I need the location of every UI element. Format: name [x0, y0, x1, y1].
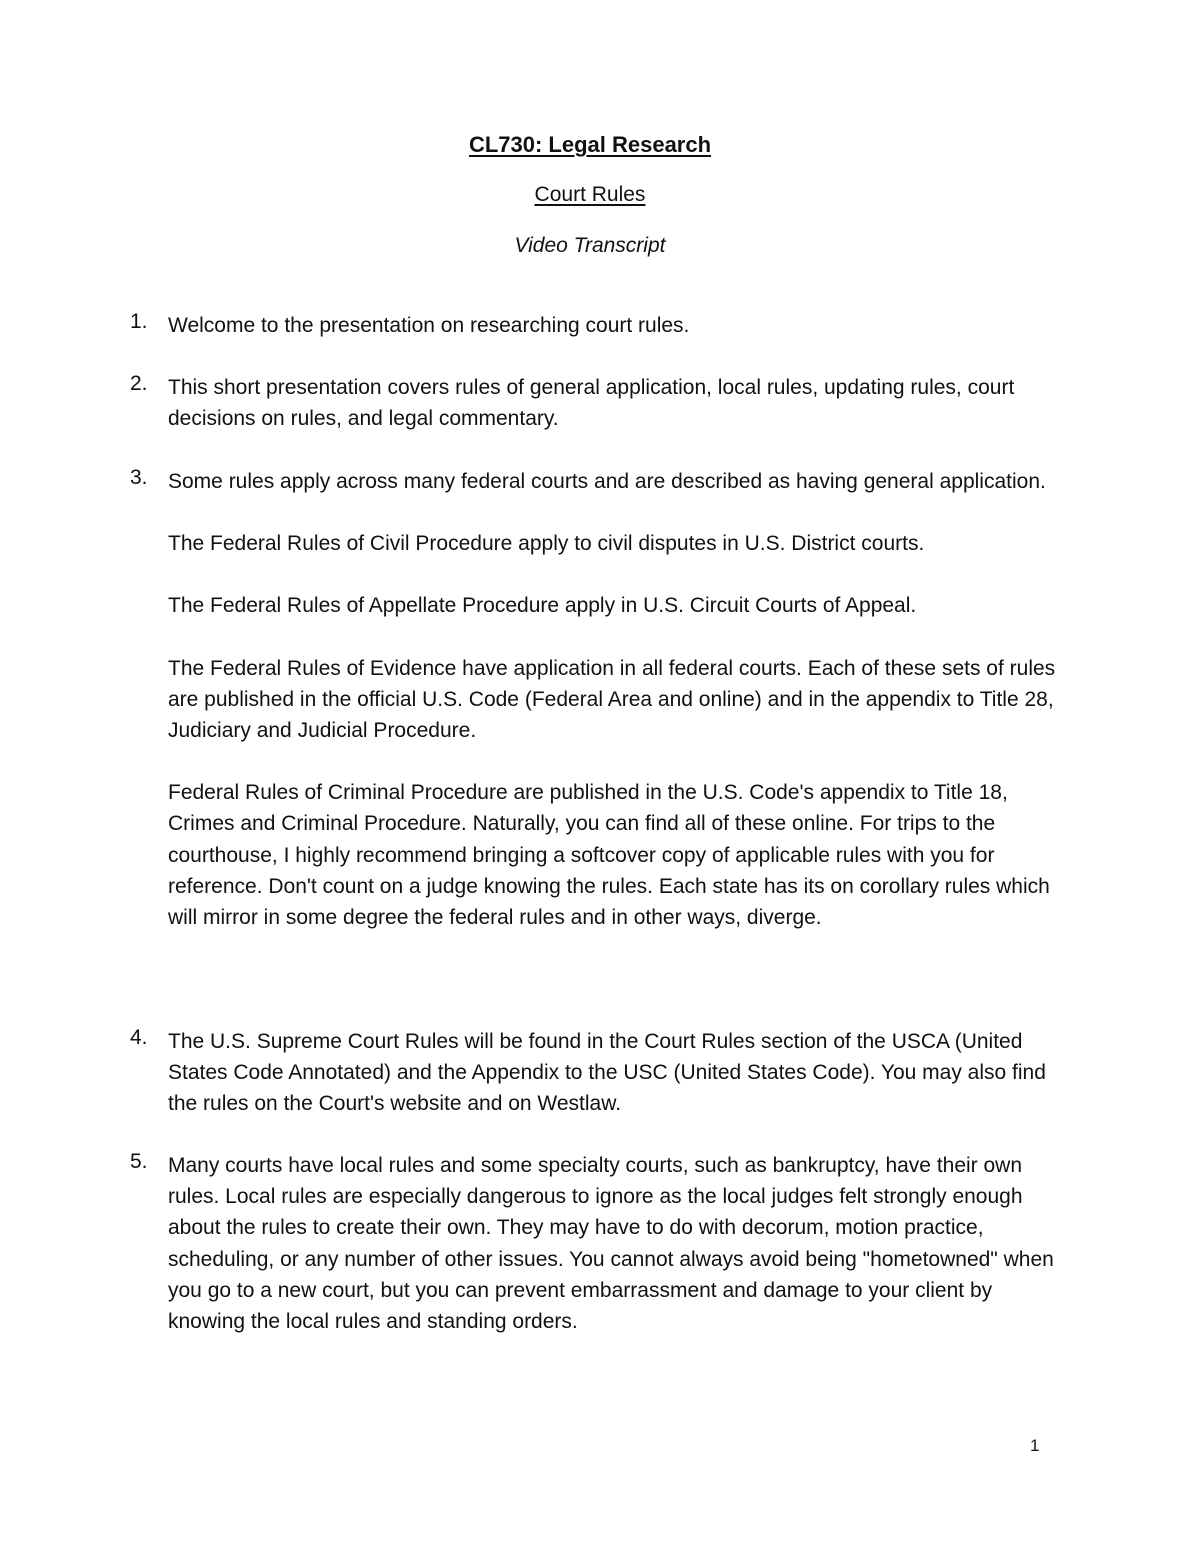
item-paragraph: Federal Rules of Criminal Procedure are published in the U.S. Code's appendix to Title 18, Crimes and Criminal Procedure. Naturally, you can find all of these online. For trips to the courthouse, I highly recommend bringing a softcover copy of applicable rules with you for reference. Don't count on a judge knowing the rules. Each state has its on corollary rules which will mirror in some degree the federal rules and in other ways, diverge. — [168, 781, 1050, 930]
transcript-item-2 — [130, 372, 1070, 434]
transcript-item-3 — [130, 466, 1070, 933]
item-number: 5. — [130, 1150, 148, 1173]
item-paragraph: Welcome to the presentation on researching court rules. — [168, 314, 690, 337]
document-title: CL730: Legal Research — [468, 132, 712, 157]
item-paragraph: Some rules apply across many federal courts and are described as having general application. — [168, 470, 1046, 493]
item-paragraph: This short presentation covers rules of general application, local rules, updating rules, court decisions on rules, and legal commentary. — [168, 376, 1015, 431]
item-paragraph: The Federal Rules of Civil Procedure apply to civil disputes in U.S. District courts. — [168, 532, 925, 556]
item-paragraph: The U.S. Supreme Court Rules will be found in the Court Rules section of the USCA (United States Code Annotated) and the Appendix to the USC (United States Code). You may also find the rules on the Court's website and on Westlaw. — [168, 1030, 1046, 1116]
item-number: 1. — [130, 310, 148, 333]
item-paragraph: The Federal Rules of Appellate Procedure apply in U.S. Circuit Courts of Appeal. — [168, 594, 917, 618]
item-number: 4. — [130, 1026, 148, 1049]
item-paragraph: The Federal Rules of Evidence have application in all federal courts. Each of these sets of rules are published in the official U.S. Code (Federal Area and online) and in the appendix to Title 28, Judiciary and Judicial Procedure. — [168, 656, 1056, 743]
item-number: 3. — [130, 466, 148, 489]
document-caption: Video Transcript — [514, 234, 666, 257]
transcript-item-5 — [130, 1150, 1070, 1337]
item-number: 2. — [130, 372, 148, 395]
page-number: 1 — [1030, 1436, 1040, 1455]
document-subtitle: Court Rules — [534, 183, 646, 206]
transcript-item-1 — [130, 310, 1070, 341]
item-paragraph: Many courts have local rules and some specialty courts, such as bankruptcy, have their own rules. Local rules are especially dangerous to ignore as the local judges felt strongly enough about the rules to create their own. They may have to do with decorum, motion practice, scheduling, or any number of other issues. You cannot always avoid being "hometowned" when you go to a new court, but you can prevent embarrassment and damage to your client by knowing the local rules and standing orders. — [168, 1154, 1054, 1334]
transcript-item-4 — [130, 1026, 1070, 1120]
